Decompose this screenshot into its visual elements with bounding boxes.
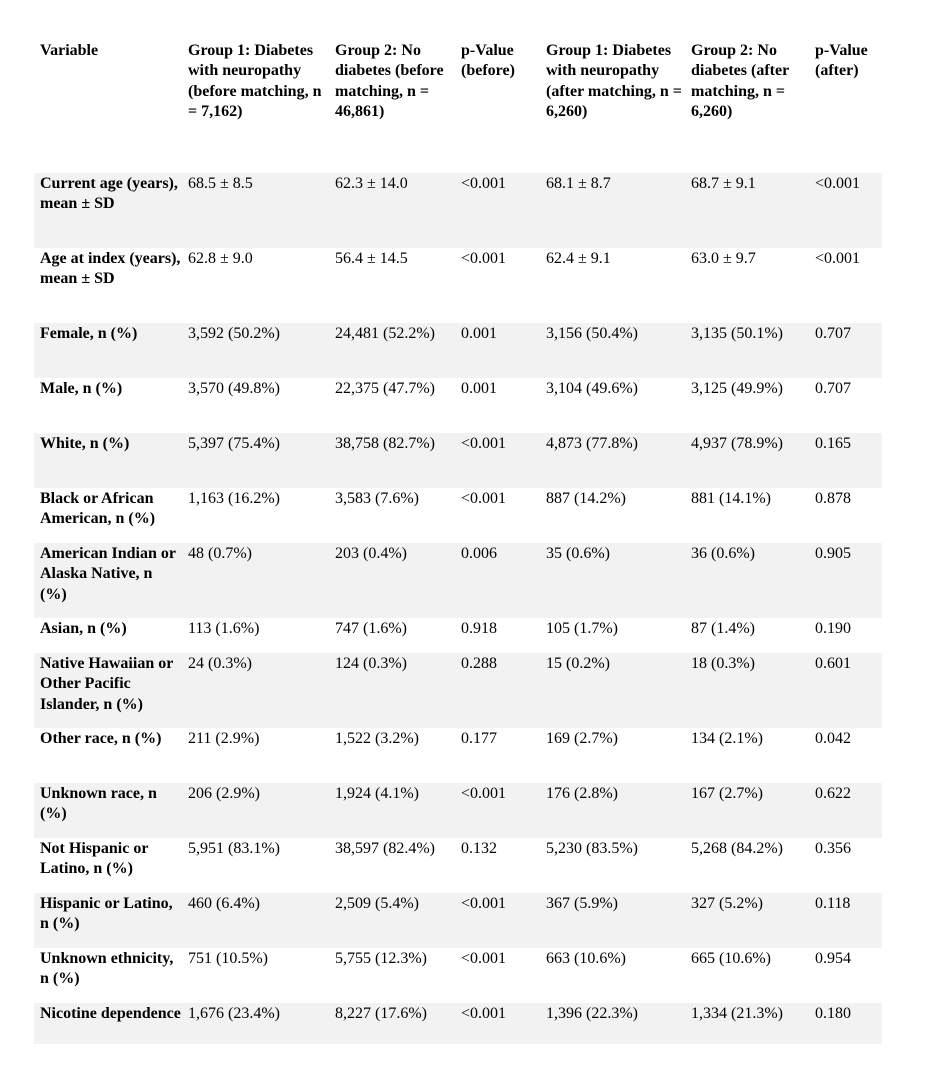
cell: 1,163 (16.2%) [188,490,280,507]
cell: <0.001 [815,175,861,192]
cell: 4,937 (78.9%) [691,435,783,452]
cell: 211 (2.9%) [188,730,260,747]
row-variable: Asian, n (%) [40,620,127,637]
cell: 35 (0.6%) [546,545,610,562]
cell: 0.165 [815,435,851,452]
table-row [34,323,882,378]
cell: 0.132 [461,840,497,857]
cell: 327 (5.2%) [691,895,763,912]
header-pvalue-before: p-Value (before) [461,42,515,80]
cell: 22,375 (47.7%) [335,380,435,397]
cell: 665 (10.6%) [691,950,771,967]
cell: 0.356 [815,840,851,857]
cell: 167 (2.7%) [691,785,763,802]
cell: 38,597 (82.4%) [335,840,435,857]
table-row [34,618,882,653]
row-variable: Unknown ethnicity, n (%) [40,950,174,988]
row-variable: Current age (years), mean ± SD [40,175,178,213]
cell: 5,230 (83.5%) [546,840,638,857]
row-variable: Age at index (years), mean ± SD [40,250,181,288]
row-variable: Female, n (%) [40,325,138,342]
row-variable: Other race, n (%) [40,730,162,747]
cell: 367 (5.9%) [546,895,618,912]
row-variable: White, n (%) [40,435,130,452]
cell: 5,268 (84.2%) [691,840,783,857]
cell: 68.5 ± 8.5 [188,175,253,192]
cell: 3,104 (49.6%) [546,380,638,397]
cell: 124 (0.3%) [335,655,407,672]
cell: 663 (10.6%) [546,950,626,967]
cell: 0.042 [815,730,851,747]
cell: 0.878 [815,490,851,507]
cell: 0.905 [815,545,851,562]
table-row [34,783,882,838]
header-group1-before: Group 1: Diabetes with neuropathy (before matching, n = 7,162) [188,42,322,120]
header-group2-after: Group 2: No diabetes (after matching, n = 6,260) [691,42,789,120]
cell: 3,583 (7.6%) [335,490,419,507]
cell: 0.177 [461,730,497,747]
cell: 3,125 (49.9%) [691,380,783,397]
cell: <0.001 [461,1005,507,1022]
header-row [34,37,882,173]
table-row [34,378,882,433]
cell: 18 (0.3%) [691,655,755,672]
header-variable: Variable [40,42,99,59]
cell: <0.001 [461,250,507,267]
cell: 887 (14.2%) [546,490,626,507]
cell: <0.001 [461,785,507,802]
row-variable: Hispanic or Latino, n (%) [40,895,173,933]
cell: 24,481 (52.2%) [335,325,435,342]
cell: 8,227 (17.6%) [335,1005,427,1022]
cell: 5,397 (75.4%) [188,435,280,452]
table-row [34,543,882,618]
row-variable: Black or African American, n (%) [40,490,156,528]
cell: 5,755 (12.3%) [335,950,427,967]
cell: 48 (0.7%) [188,545,252,562]
cell: 0.707 [815,325,851,342]
table-row [34,433,882,488]
table-row [34,488,882,543]
cell: 0.001 [461,380,497,397]
header-pvalue-after: p-Value (after) [815,42,868,80]
cell: 0.001 [461,325,497,342]
cell: 62.4 ± 9.1 [546,250,611,267]
header-group1-after: Group 1: Diabetes with neuropathy (after matching, n = 6,260) [546,42,682,120]
cell: 881 (14.1%) [691,490,771,507]
table-row [34,893,882,948]
cell: 0.707 [815,380,851,397]
cell: 4,873 (77.8%) [546,435,638,452]
cell: 747 (1.6%) [335,620,407,637]
cell: 62.8 ± 9.0 [188,250,253,267]
cell: 62.3 ± 14.0 [335,175,408,192]
cell: 460 (6.4%) [188,895,260,912]
cell: 5,951 (83.1%) [188,840,280,857]
baseline-characteristics-table [34,37,882,1044]
cell: 1,676 (23.4%) [188,1005,280,1022]
cell: 0.601 [815,655,851,672]
cell: 0.180 [815,1005,851,1022]
cell: <0.001 [461,435,507,452]
table-row [34,653,882,728]
header-group2-before: Group 2: No diabetes (before matching, n = 46,861) [335,42,444,120]
table-row [34,1003,882,1044]
cell: 36 (0.6%) [691,545,755,562]
cell: <0.001 [461,895,507,912]
cell: 176 (2.8%) [546,785,618,802]
cell: 24 (0.3%) [188,655,252,672]
cell: 3,570 (49.8%) [188,380,280,397]
cell: 113 (1.6%) [188,620,260,637]
row-variable: Nicotine dependence [40,1005,181,1022]
row-variable: American Indian or Alaska Native, n (%) [40,545,176,603]
cell: 3,135 (50.1%) [691,325,783,342]
cell: 0.622 [815,785,851,802]
row-variable: Male, n (%) [40,380,123,397]
cell: 1,924 (4.1%) [335,785,419,802]
cell: 3,592 (50.2%) [188,325,280,342]
table-row [34,838,882,893]
cell: 56.4 ± 14.5 [335,250,408,267]
row-variable: Unknown race, n (%) [40,785,157,823]
cell: 0.288 [461,655,497,672]
cell: 134 (2.1%) [691,730,763,747]
cell: <0.001 [461,950,507,967]
cell: 15 (0.2%) [546,655,610,672]
table-row [34,948,882,1003]
cell: 169 (2.7%) [546,730,618,747]
cell: 751 (10.5%) [188,950,268,967]
table-row [34,728,882,783]
table-row [34,248,882,323]
cell: 3,156 (50.4%) [546,325,638,342]
cell: <0.001 [815,250,861,267]
cell: 0.006 [461,545,497,562]
cell: 0.954 [815,950,851,967]
cell: 203 (0.4%) [335,545,407,562]
cell: 0.918 [461,620,497,637]
cell: 87 (1.4%) [691,620,755,637]
cell: 1,522 (3.2%) [335,730,419,747]
cell: <0.001 [461,490,507,507]
cell: 38,758 (82.7%) [335,435,435,452]
cell: 63.0 ± 9.7 [691,250,756,267]
row-variable: Not Hispanic or Latino, n (%) [40,840,149,878]
cell: <0.001 [461,175,507,192]
cell: 206 (2.9%) [188,785,260,802]
cell: 68.7 ± 9.1 [691,175,756,192]
cell: 1,396 (22.3%) [546,1005,638,1022]
cell: 0.190 [815,620,851,637]
cell: 105 (1.7%) [546,620,618,637]
cell: 2,509 (5.4%) [335,895,419,912]
table-row [34,173,882,248]
row-variable: Native Hawaiian or Other Pacific Islander, n (%) [40,655,174,713]
cell: 68.1 ± 8.7 [546,175,611,192]
cell: 1,334 (21.3%) [691,1005,783,1022]
cell: 0.118 [815,895,851,912]
